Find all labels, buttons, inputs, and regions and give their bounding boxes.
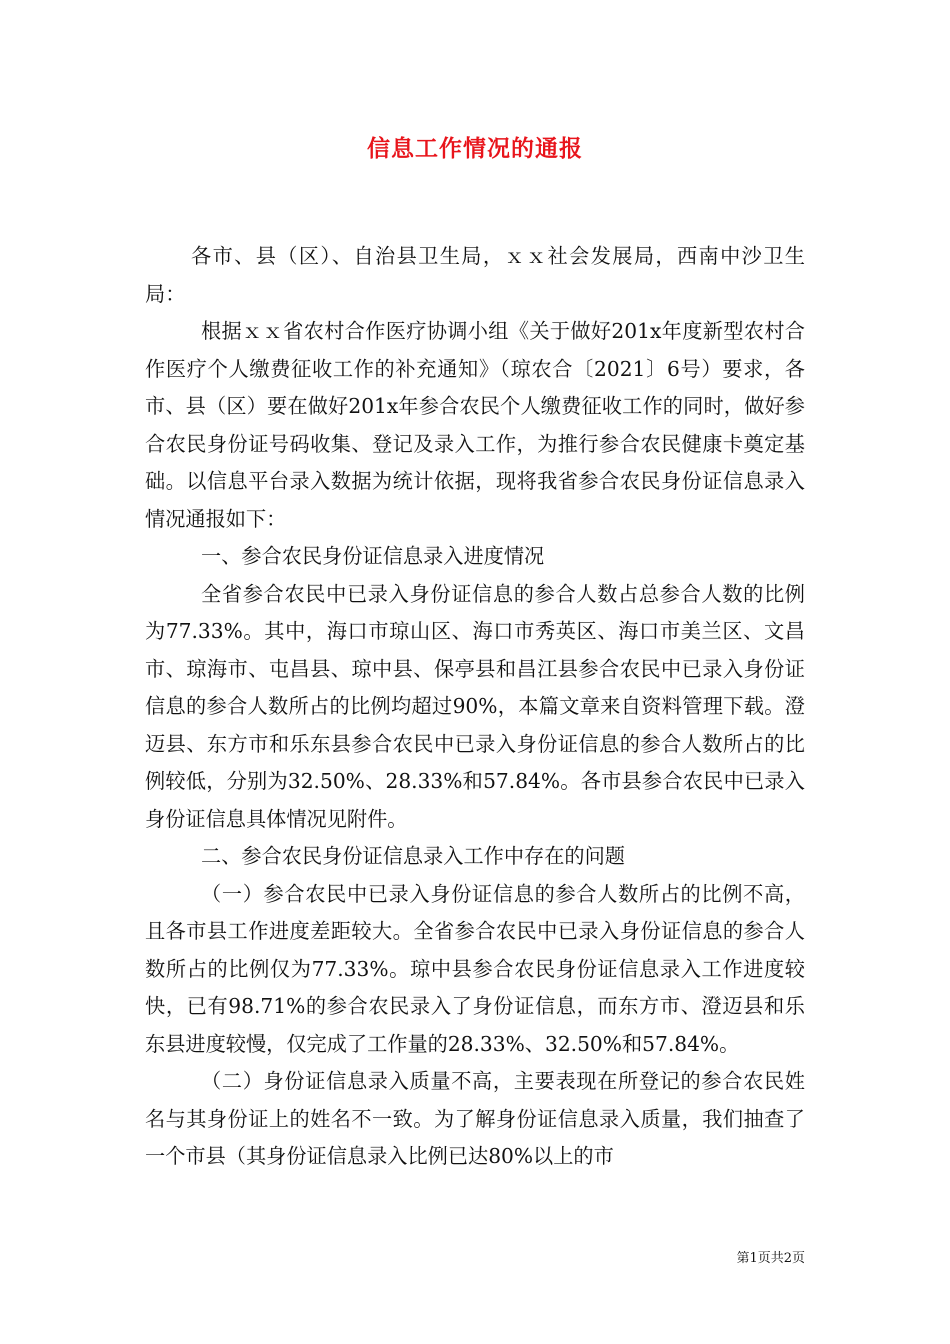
paragraph-problem-2: （二）身份证信息录入质量不高，主要表现在所登记的参合农民姓名与其身份证上的姓名不一致。为了解身份证信息录入质量，我们抽查了一个市县（其身份证信息录入比例已达80%以上的市 — [145, 1069, 805, 1168]
section-heading-2: 二、参合农民身份证信息录入工作中存在的问题 — [201, 844, 625, 868]
salutation: 各市、县（区）、自治县卫生局，ｘｘ社会发展局，西南中沙卫生局： — [145, 244, 805, 306]
document-title: 信息工作情况的通报 — [367, 135, 583, 162]
section-heading-1: 一、参合农民身份证信息录入进度情况 — [201, 544, 545, 568]
paragraph-problem-1: （一）参合农民中已录入身份证信息的参合人数所占的比例不高，且各市县工作进度差距较大。全省参合农民中已录入身份证信息的参合人数所占的比例仅为77.33%。琼中县参合农民身份证信息录入工作进度较快，已有98.71%的参合农民录入了身份证信息，而东方市、澄迈县和乐东县进度较慢，仅完成了工作量的28.33%、32.50%和57.84%。 — [145, 881, 805, 1056]
paragraph-progress: 全省参合农民中已录入身份证信息的参合人数占总参合人数的比例为77.33%。其中，海口市琼山区、海口市秀英区、海口市美兰区、文昌市、琼海市、屯昌县、琼中县、保亭县和昌江县参合农民中已录入身份证信息的参合人数所占的比例均超过90%，本篇文章来自资料管理下载。澄迈县、东方市和乐东县参合农民中已录入身份证信息的参合人数所占的比例较低，分别为32.50%、28.33%和57.84%。各市县参合农民中已录入身份证信息具体情况见附件。 — [145, 581, 805, 831]
document-body — [145, 238, 805, 1176]
paragraph-intro: 根据ｘｘ省农村合作医疗协调小组《关于做好201x年度新型农村合作医疗个人缴费征收工作的补充通知》（琼农合〔2021〕6号）要求，各市、县（区）要在做好201x年参合农民个人缴费征收工作的同时，做好参合农民身份证号码收集、登记及录入工作，为推行参合农民健康卡奠定基础。以信息平台录入数据为统计依据，现将我省参合农民身份证信息录入情况通报如下： — [145, 319, 805, 531]
page-number: 第1页共2页 — [736, 1251, 805, 1266]
